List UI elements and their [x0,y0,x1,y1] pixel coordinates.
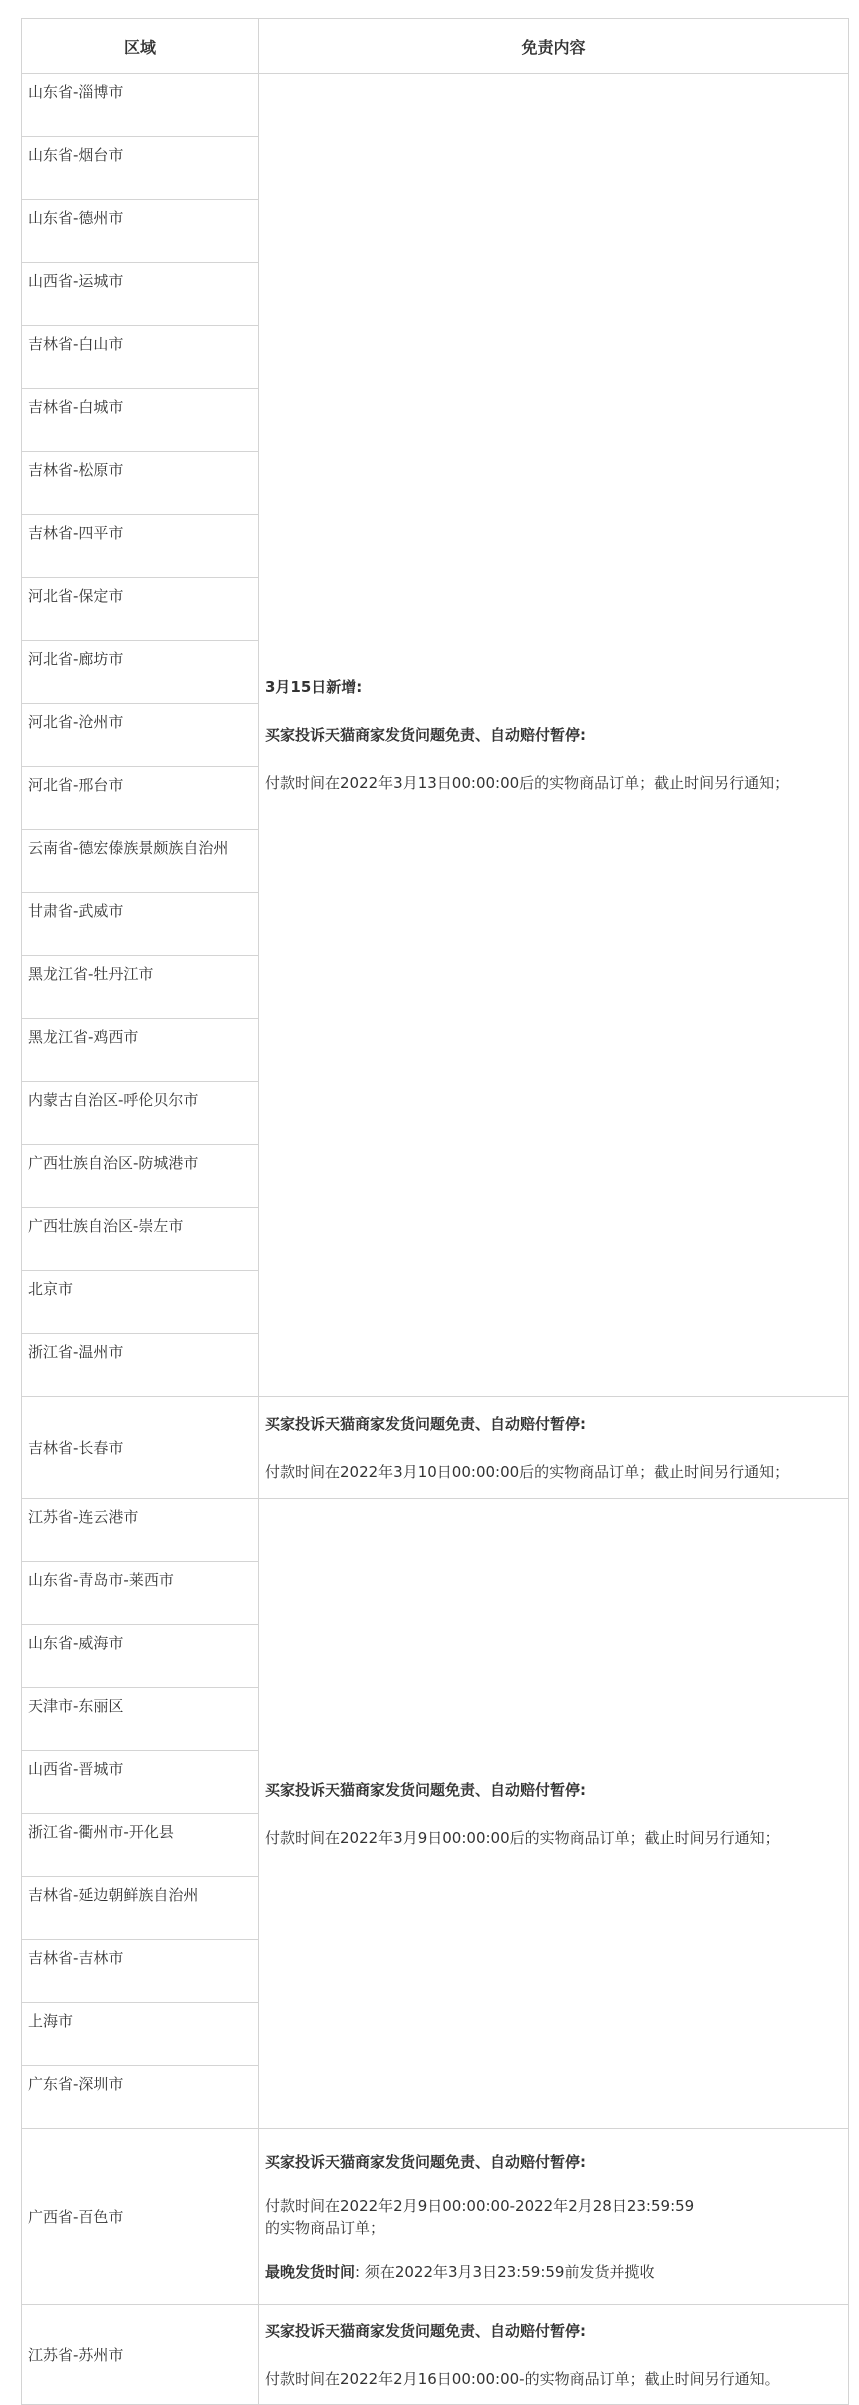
region-cell: 山西省-运城市 [22,263,259,326]
table-header-row [22,19,849,74]
region-cell: 云南省-德宏傣族景颇族自治州 [22,830,259,893]
region-cell: 吉林省-白山市 [22,326,259,389]
region-cell: 浙江省-温州市 [22,1334,259,1397]
region-cell: 内蒙古自治区-呼伦贝尔市 [22,1082,259,1145]
region-cell: 吉林省-延边朝鲜族自治州 [22,1877,259,1940]
region-cell: 天津市-东丽区 [22,1688,259,1751]
region-cell: 山东省-烟台市 [22,137,259,200]
exemption-heading: 买家投诉天猫商家发货问题免责、自动赔付暂停: [265,1414,587,1433]
content-cell-group3 [259,1499,849,2129]
exemption-heading: 买家投诉天猫商家发货问题免责、自动赔付暂停: [265,2321,587,2340]
exemption-detail: 付款时间在2022年3月9日00:00:00后的实物商品订单；截止时间另行通知； [265,1828,780,1847]
exemption-heading: 买家投诉天猫商家发货问题免责、自动赔付暂停: [265,726,587,744]
table-row [22,2129,849,2305]
content-column-header: 免责内容 [259,19,849,74]
exemption-detail-line1: 付款时间在2022年2月9日00:00:00-2022年2月28日23:59:59 [265,2196,695,2215]
region-cell: 江苏省-苏州市 [22,2305,259,2405]
deadline-line [265,2261,842,2283]
region-cell: 吉林省-松原市 [22,452,259,515]
region-column-header: 区域 [22,19,259,74]
region-cell: 山东省-威海市 [22,1625,259,1688]
region-cell: 浙江省-衢州市-开化县 [22,1814,259,1877]
exemption-heading: 买家投诉天猫商家发货问题免责、自动赔付暂停: [265,1780,587,1799]
region-cell: 吉林省-吉林市 [22,1940,259,2003]
region-cell: 河北省-保定市 [22,578,259,641]
new-label: 3月15日新增: [265,678,363,696]
exemption-detail: 付款时间在2022年2月16日00:00:00-的实物商品订单；截止时间另行通知。 [265,2369,780,2388]
exemption-detail: 付款时间在2022年3月10日00:00:00后的实物商品订单；截止时间另行通知； [265,1462,790,1481]
region-cell: 山西省-晋城市 [22,1751,259,1814]
region-cell: 上海市 [22,2003,259,2066]
region-cell: 广西省-百色市 [22,2129,259,2305]
region-cell: 广东省-深圳市 [22,2066,259,2129]
region-cell: 江苏省-连云港市 [22,1499,259,1562]
exemption-table [21,18,849,2405]
exemption-detail: 付款时间在2022年3月13日00:00:00后的实物商品订单；截止时间另行通知； [265,774,790,792]
table-row [22,2305,849,2405]
deadline-label: 最晚发货时间 [265,2262,356,2281]
region-cell: 河北省-邢台市 [22,767,259,830]
region-cell: 河北省-沧州市 [22,704,259,767]
region-cell: 山东省-青岛市-莱西市 [22,1562,259,1625]
exemption-detail-line2: 的实物商品订单； [265,2218,386,2237]
content-cell-group2 [259,1397,849,1499]
region-cell: 黑龙江省-牡丹江市 [22,956,259,1019]
region-cell: 山东省-德州市 [22,200,259,263]
region-cell: 吉林省-四平市 [22,515,259,578]
region-cell: 河北省-廊坊市 [22,641,259,704]
region-cell: 吉林省-长春市 [22,1397,259,1499]
region-cell: 山东省-淄博市 [22,74,259,137]
deadline-text: : 须在2022年3月3日23:59:59前发货并揽收 [355,2262,655,2281]
region-cell: 黑龙江省-鸡西市 [22,1019,259,1082]
region-cell: 吉林省-白城市 [22,389,259,452]
content-cell-group5 [259,2305,849,2405]
content-cell-group1 [259,74,849,1397]
table-row [22,1499,849,1562]
table-body [22,74,849,2405]
table-row [22,74,849,137]
region-cell: 甘肃省-武威市 [22,893,259,956]
region-cell: 北京市 [22,1271,259,1334]
content-cell-group4 [259,2129,849,2305]
table-row [22,1397,849,1499]
region-cell: 广西壮族自治区-防城港市 [22,1145,259,1208]
exemption-heading: 买家投诉天猫商家发货问题免责、自动赔付暂停: [265,2152,587,2171]
region-cell: 广西壮族自治区-崇左市 [22,1208,259,1271]
